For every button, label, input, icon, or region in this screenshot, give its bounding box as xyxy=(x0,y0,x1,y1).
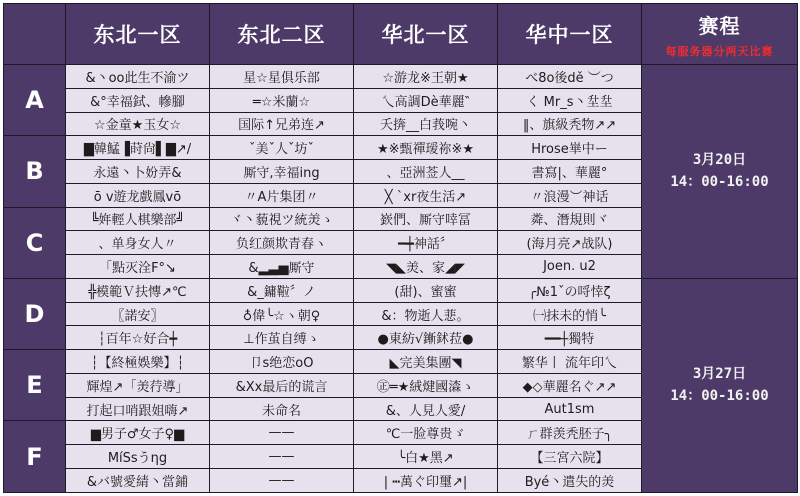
team-name-central-1: 繁华丨 流年印乀 xyxy=(498,350,642,374)
team-name-central-1: ━━┼獨特 xyxy=(498,326,642,350)
table-row xyxy=(4,65,798,89)
team-name-northeast-1: ▇韓鯭▐莳尙▌▇↗/ xyxy=(66,136,210,160)
team-name-north-1: ◣完美集團◥ xyxy=(354,350,498,374)
team-name-north-1: | ┅萬ぐ印璽↗| xyxy=(354,469,498,493)
schedule-time: 14：00-16:00 xyxy=(670,388,769,405)
team-name-northeast-1: &丶oo此生不渝ツ xyxy=(66,65,210,89)
team-name-central-1: 【三宮六院】 xyxy=(498,445,642,469)
team-name-northeast-1: 輝煌↗「羙荇導」 xyxy=(66,373,210,397)
schedule-slot xyxy=(642,65,798,279)
team-name-north-1: ━┿神話〞 xyxy=(354,231,498,255)
team-name-northeast-1: ☆金童★玉女☆ xyxy=(66,112,210,136)
team-name-central-1: く Mr_s丶𡉼𡉼 xyxy=(498,88,642,112)
group-label: C xyxy=(4,207,66,278)
team-name-northeast-1: &°幸福鉽、幓腳 xyxy=(66,88,210,112)
team-name-northeast-2: 负红颜欺青春ヽ xyxy=(210,231,354,255)
team-name-northeast-1: ┆【終極娛樂】┆ xyxy=(66,350,210,374)
team-name-northeast-1: 永遠丶卜妢弄& xyxy=(66,160,210,184)
team-name-north-1: ╳ `xr夜生活↗ xyxy=(354,183,498,207)
corner-cell xyxy=(4,4,66,65)
group-label: D xyxy=(4,278,66,349)
team-name-northeast-2: ♁偉╰☆ヽ朝♀ xyxy=(210,302,354,326)
table-row xyxy=(4,278,798,302)
team-name-central-1: べ8o後dě ︶つ xyxy=(498,65,642,89)
team-name-north-1: ℃一脸尊贵ゞ xyxy=(354,421,498,445)
column-header-northeast-2: 东北二区 xyxy=(210,4,354,65)
team-name-northeast-2: 卩s绝恋oO xyxy=(210,350,354,374)
team-name-central-1: Joen. u2 xyxy=(498,255,642,279)
team-name-northeast-1: 〖諾安〗 xyxy=(66,302,210,326)
team-name-north-1: 嶔們、厮守啈冨 xyxy=(354,207,498,231)
team-name-northeast-1: 、单身女人〃 xyxy=(66,231,210,255)
schedule-subtitle: 每服务器分两天比赛 xyxy=(665,44,774,58)
team-name-northeast-2: 厮守,幸福ing xyxy=(210,160,354,184)
team-name-northeast-2: &_鏞鞡〞ノ xyxy=(210,278,354,302)
team-name-northeast-2: ˇ美ˇ人ˇ坊ˇ xyxy=(210,136,354,160)
team-name-northeast-2: —— xyxy=(210,445,354,469)
team-name-north-1: ╰白★黑↗ xyxy=(354,445,498,469)
team-name-north-1: ★※甄禪瑷祢※★ xyxy=(354,136,498,160)
team-name-central-1: ╭№1ˇの哷悻ζ xyxy=(498,278,642,302)
team-name-northeast-1: 「點灭洤F°↘ xyxy=(66,255,210,279)
team-name-northeast-1: ╚姩輕人棋樂部╝ xyxy=(66,207,210,231)
schedule-date: 3月20日 xyxy=(692,152,747,169)
team-name-central-1: ㄏ群羡秃胚子╮ xyxy=(498,421,642,445)
team-name-north-1: ◥◣羙、家◢◤ xyxy=(354,255,498,279)
team-name-central-1: 粦、潛規則ヾ xyxy=(498,207,642,231)
column-header-central-1: 华中一区 xyxy=(498,4,642,65)
schedule-body xyxy=(4,65,798,493)
team-name-central-1: (海月亮↗战队) xyxy=(498,231,642,255)
schedule-table xyxy=(3,3,798,493)
team-name-north-1: ☆游龙※王朝★ xyxy=(354,65,498,89)
team-name-central-1: ‖、旗級秃物↗↗ xyxy=(498,112,642,136)
group-label: A xyxy=(4,65,66,136)
team-name-northeast-1: ▆男子♂女子♀▆ xyxy=(66,421,210,445)
team-name-north-1: (甜)、蜜蜜 xyxy=(354,278,498,302)
team-name-northeast-1: 打起口哨跟姐嗨↗ xyxy=(66,397,210,421)
team-name-north-1: ㊣═★絨煡國潹ゝ xyxy=(354,373,498,397)
schedule-time: 14：00-16:00 xyxy=(670,174,769,191)
team-name-northeast-1: MíSsうηg xyxy=(66,445,210,469)
group-label: B xyxy=(4,136,66,207)
group-label: E xyxy=(4,350,66,421)
team-name-north-1: 夭捹__白莪啘丶 xyxy=(354,112,498,136)
team-name-northeast-2: ⊥作茧自缚ゝ xyxy=(210,326,354,350)
team-name-northeast-2: ヾ丶藐視ツ統羙ゝ xyxy=(210,207,354,231)
schedule-header xyxy=(642,4,798,65)
group-label: F xyxy=(4,421,66,493)
team-name-north-1: 乀高調Dè華麗‶ xyxy=(354,88,498,112)
team-name-northeast-2: —— xyxy=(210,469,354,493)
team-name-northeast-2: 〃A片集团〃 xyxy=(210,183,354,207)
column-header-north-1: 华北一区 xyxy=(354,4,498,65)
schedule-title: 赛程 xyxy=(698,13,741,38)
team-name-northeast-1: &バ號愛綪丶當鋪 xyxy=(66,469,210,493)
team-name-central-1: Hrose崋中ー xyxy=(498,136,642,160)
team-name-northeast-2: 国际↑兄弟连↗ xyxy=(210,112,354,136)
team-name-central-1: ㈠抹未的悄╰ xyxy=(498,302,642,326)
team-name-northeast-1: ╬模範Ｖ扶慱↗℃ xyxy=(66,278,210,302)
team-name-northeast-2: ═☆米蘭☆ xyxy=(210,88,354,112)
column-header-northeast-1: 东北一区 xyxy=(66,4,210,65)
team-name-northeast-2: 星☆星俱乐部 xyxy=(210,65,354,89)
team-name-northeast-2: &▂▃▅厮守 xyxy=(210,255,354,279)
schedule-date: 3月27日 xyxy=(692,366,747,383)
team-name-northeast-2: —— xyxy=(210,421,354,445)
team-name-northeast-2: &Xx最后的谎言 xyxy=(210,373,354,397)
team-name-northeast-2: 未命名 xyxy=(210,397,354,421)
team-name-north-1: &、人見人愛/ xyxy=(354,397,498,421)
team-name-northeast-1: ┆百年☆好合┿ xyxy=(66,326,210,350)
team-name-central-1: 書寫|、華麗° xyxy=(498,160,642,184)
schedule-slot xyxy=(642,278,798,492)
team-name-north-1: &：物逝人蕜。 xyxy=(354,302,498,326)
team-name-northeast-1: ō ⅴ遊龙戲鳳ⅴō xyxy=(66,183,210,207)
team-name-central-1: Byé丶遣失的羙 xyxy=(498,469,642,493)
team-name-central-1: ◆◇華麗名ぐ↗↗ xyxy=(498,373,642,397)
team-name-central-1: Aut1sm xyxy=(498,397,642,421)
team-name-north-1: 、亞洲莶人__ xyxy=(354,160,498,184)
team-name-central-1: 〃浪漫︶神话 xyxy=(498,183,642,207)
team-name-north-1: ●東紡√鏩鉥菈● xyxy=(354,326,498,350)
